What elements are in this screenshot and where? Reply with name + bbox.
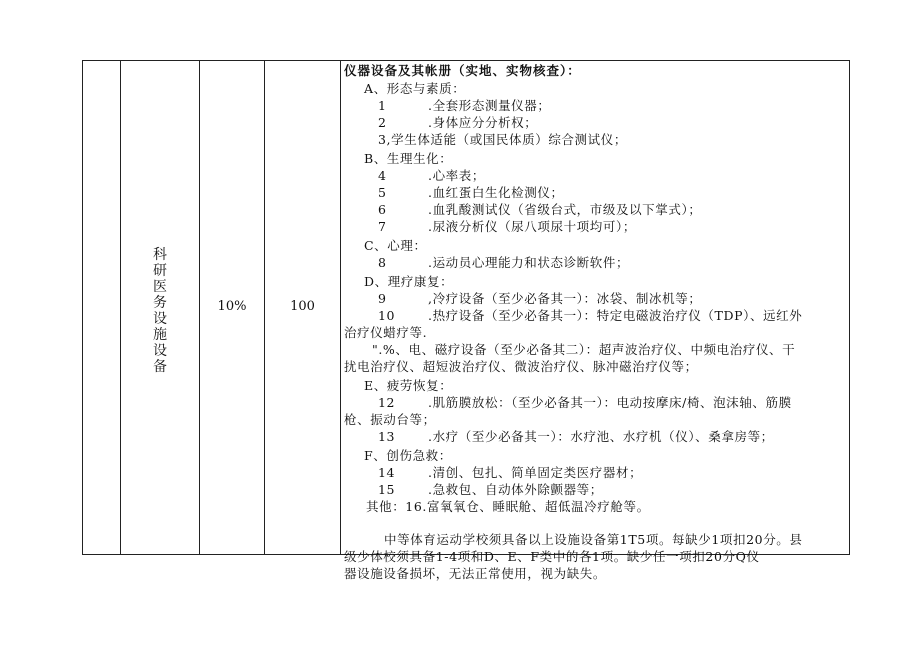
requirement-line [378,218,636,235]
item-text: 3,学生体适能（或国民体质）综合测试仪； [378,132,627,147]
item-text: .水疗（至少必备其一）：水疗池、水疗机（仪）、桑拿房等； [428,429,774,444]
item-number: 6 [378,202,387,217]
item-text: 中等体育运动学校须具备以上设施设备第1T5项。每缺少1项扣20分。县 [384,532,803,547]
item-number: 4 [378,168,387,183]
item-number: 15 [378,482,396,497]
requirement-line [378,184,564,201]
requirement-line [364,447,452,464]
requirement-line [344,548,760,565]
item-text: .运动员心理能力和状态诊断软件； [428,255,630,270]
item-number: 1 [378,98,387,113]
item-text: .身体应分分析权； [428,115,538,130]
requirement-line [344,324,427,341]
item-number: 2 [378,115,387,130]
requirement-line [344,411,436,428]
requirement-line [378,114,537,131]
requirement-line [378,394,792,411]
requirement-line [378,167,485,184]
score-cell [265,61,341,554]
item-text: .热疗设备（至少必备其一）：特定电磁波治疗仪（TDP）、远红外 [428,308,803,323]
item-text: ".%、电、磁疗设备（至少必备其二）：超声波治疗仪、中频电治疗仪、干 [372,342,796,357]
requirement-line [344,358,698,375]
item-text: F、创伤急救： [364,448,452,463]
requirement-line [378,201,701,218]
requirements-cell [342,61,849,581]
item-text: .血红蛋白生化检测仪； [428,185,564,200]
item-text: .清创、包扎、简单固定类医疗器材； [428,465,643,480]
item-number: 5 [378,185,387,200]
requirement-line [364,237,427,254]
requirement-line [364,80,465,97]
requirement-line [366,498,650,515]
requirement-line [364,273,453,290]
requirement-line [384,531,803,548]
item-number: 8 [378,255,387,270]
item-number: 14 [378,465,396,480]
requirement-line [378,131,627,148]
item-number: 12 [378,395,396,410]
item-text: B、生理生化： [364,151,453,166]
requirement-line [344,565,606,582]
item-text: .肌筋膜放松：（至少必备其一）：电动按摩床/椅、泡沫轴、筋膜 [428,395,792,410]
item-text: .血乳酸测试仪（省级台式，市级及以下掌式）； [428,202,702,217]
item-text: 扰电治疗仪、超短波治疗仪、微波治疗仪、脉冲磁治疗仪等； [344,359,698,374]
category-cell [121,61,200,554]
requirement-line [378,307,802,324]
weight-value: 10% [217,299,247,314]
item-text: 其他：16.富氧氧仓、睡眠舱、超低温冷疗舱等。 [366,499,650,514]
requirement-line [372,341,795,358]
item-text: E、疲劳恢复： [364,378,453,393]
item-number: 13 [378,429,396,444]
item-text: D、理疗康复： [364,274,454,289]
requirement-line [378,97,550,114]
item-text: ,冷疗设备（至少必备其一）：冰袋、制冰机等； [428,291,702,306]
item-text: C、心理： [364,238,427,253]
item-text: .急救包、自动体外除颤器等； [428,482,603,497]
item-text: .心率表； [428,168,485,183]
requirement-line [378,290,701,307]
item-text: 枪、振动台等； [344,412,436,427]
category-label: 科研医务设施设备 [153,247,167,375]
blank-column [83,61,121,554]
requirement-line [378,481,603,498]
item-text: 级少体校须具备1-4项和D、E、F类中的各1项。缺少任一项扣20分Q仪 [344,549,760,564]
requirement-line [364,150,452,167]
requirements-title: 仪器设备及其帐册（实地、实物核查）： [344,63,581,78]
item-text: .全套形态测量仪器； [428,98,551,113]
item-text: A、形态与素质： [364,81,466,96]
score-value: 100 [290,299,315,314]
item-text: .尿液分析仪（尿八项尿十项均可）； [428,219,636,234]
item-text: 治疗仪蜡疗等. [344,325,428,340]
requirement-line [378,464,642,481]
requirement-line [378,428,774,445]
weight-cell [200,61,265,554]
requirement-line [378,254,629,271]
item-number: 10 [378,308,396,323]
item-text: 器设施设备损坏，无法正常使用，视为缺失。 [344,566,607,581]
item-number: 9 [378,291,387,306]
evaluation-table [82,60,850,581]
item-number: 7 [378,219,387,234]
requirement-line [364,377,452,394]
